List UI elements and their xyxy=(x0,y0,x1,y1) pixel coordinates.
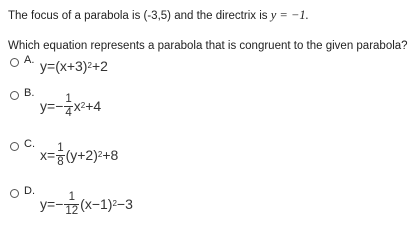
equation-exponent: 2 xyxy=(80,100,86,110)
fraction-numerator: 1 xyxy=(68,191,75,204)
choice-letter: B. xyxy=(24,87,35,99)
equation-tail: +2 xyxy=(91,58,108,74)
equation-body: (y+2) xyxy=(65,147,98,163)
equation-exponent: 2 xyxy=(87,60,92,70)
equation-exponent: 2 xyxy=(112,198,117,208)
equation-body: (x+3) xyxy=(55,58,88,74)
fraction xyxy=(56,142,64,167)
radio-b[interactable] xyxy=(10,91,19,100)
fraction xyxy=(64,191,79,216)
choice-letter: C. xyxy=(24,138,35,150)
equation-a xyxy=(40,57,108,75)
equation-exponent: 2 xyxy=(97,149,103,159)
fraction xyxy=(64,93,72,118)
fraction-numerator: 1 xyxy=(65,93,72,106)
equation-body: (x−1) xyxy=(80,196,113,212)
fraction-numerator: 1 xyxy=(57,142,64,155)
fraction-denominator: 4 xyxy=(65,106,72,119)
equation-lhs: y= xyxy=(40,58,56,74)
choice-letter: A. xyxy=(24,54,35,66)
choice-b[interactable] xyxy=(10,88,34,100)
fraction-denominator: 12 xyxy=(65,204,79,217)
equation-sign: − xyxy=(55,98,64,114)
equation-body: x xyxy=(73,98,81,114)
choice-c[interactable] xyxy=(10,139,35,151)
equation-lhs: y= xyxy=(40,196,56,212)
radio-d[interactable] xyxy=(10,189,19,198)
equation-tail: +4 xyxy=(85,98,102,114)
equation-tail: +8 xyxy=(102,147,119,163)
equation-lhs: x= xyxy=(40,147,56,163)
equation-sign: − xyxy=(55,196,64,212)
equation-b xyxy=(40,93,101,119)
radio-c[interactable] xyxy=(10,142,19,151)
choice-a[interactable] xyxy=(10,55,34,67)
equation-lhs: y= xyxy=(40,98,56,114)
choice-letter: D. xyxy=(24,185,35,197)
equation-tail: −3 xyxy=(116,196,133,212)
radio-a[interactable] xyxy=(10,58,19,67)
question-prompt: The focus of a parabola is (-3,5) and the directrix is xyxy=(8,10,268,22)
equation-d xyxy=(40,191,133,217)
equation-c xyxy=(40,142,118,168)
question-instruction: Which equation represents a parabola that is congruent to the given parabola? xyxy=(8,40,408,52)
directrix-equation: y = −1. xyxy=(270,8,309,22)
choice-d[interactable] xyxy=(10,186,35,198)
question-text xyxy=(8,8,309,23)
fraction-denominator: 8 xyxy=(57,155,64,168)
